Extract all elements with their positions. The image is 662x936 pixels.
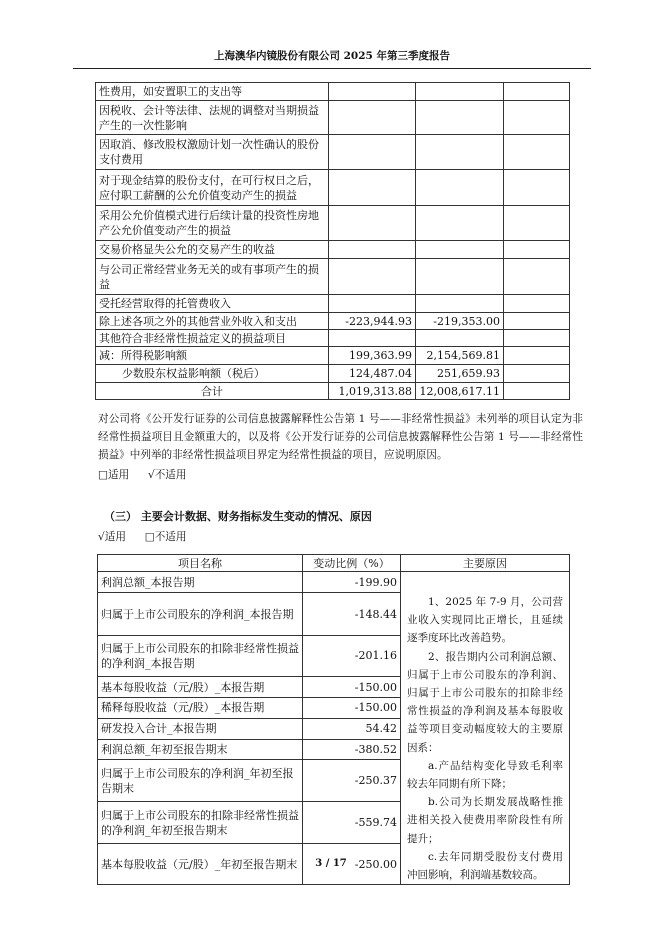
ytd-value	[416, 101, 504, 135]
ytd-value	[416, 170, 504, 206]
current-period-value	[329, 170, 416, 206]
page-header	[73, 48, 591, 69]
current-period-value: 199,363.99	[329, 347, 416, 365]
section-heading: （三） 主要会计数据、财务指标发生变动的情况、原因	[104, 510, 372, 523]
note-cell	[504, 241, 570, 259]
ytd-value	[416, 206, 504, 241]
item-name: 归属于上市公司股东的扣除非经常性损益的净利润_本报告期	[98, 635, 303, 676]
change-ratio: -201.16	[303, 635, 401, 676]
row-label: 少数股东权益影响额（税后）	[96, 365, 329, 383]
row-label: 对于现金结算的股份支付，在可行权日之后，应付职工薪酬的公允价值变动产生的损益	[96, 170, 329, 206]
change-ratio: -148.44	[303, 593, 401, 636]
note-cell	[504, 206, 570, 241]
main-reason-cell	[401, 572, 570, 885]
not-applicable-option: √不适用	[147, 469, 187, 481]
change-ratio: -150.00	[303, 677, 401, 698]
table-row	[96, 241, 570, 259]
current-period-value: 124,487.04	[329, 365, 416, 383]
current-period-value	[329, 259, 416, 295]
row-label: 其他符合非经常性损益定义的损益项目	[96, 330, 329, 347]
current-period-value: -223,944.93	[329, 313, 416, 330]
item-name: 稀释每股收益（元/股）_本报告期	[98, 698, 303, 718]
note-cell	[504, 83, 570, 101]
explanation-paragraph: 对公司将《公开发行证券的公司信息披露解释性公告第 1 号——非经常性损益》未列举的项目认定为非经常性损益项目且金额重大的，以及将《公开发行证券的公司信息披露解释性公告第 1 号——非经常性损益》中列举的非经常性损益项目界定为经常性损益的项目，应说明原因。	[98, 413, 583, 461]
item-name: 利润总额_本报告期	[98, 572, 303, 593]
reason-paragraph: b.公司为长期发展战略性推进相关投入使费用率阶段性有所提升；	[407, 796, 563, 845]
item-name: 利润总额_年初至报告期末	[98, 739, 303, 759]
applicability-check-2	[98, 529, 187, 544]
current-period-value: 1,019,313.88	[329, 383, 416, 400]
table-row	[96, 330, 570, 347]
ytd-value	[416, 135, 504, 170]
table-row	[96, 135, 570, 170]
page-number: 3 / 17	[315, 858, 347, 869]
note-cell	[504, 170, 570, 206]
change-ratio: -199.90	[303, 572, 401, 593]
current-period-value	[329, 83, 416, 101]
ytd-value	[416, 83, 504, 101]
ytd-value: -219,353.00	[416, 313, 504, 330]
reason-paragraph: 2、报告期内公司利润总额、归属于上市公司股东的净利润、归属于上市公司股东的扣除非经常性损益的净利润及基本每股收益等项目变动幅度较大的主要原因系：	[407, 650, 563, 754]
change-ratio: -250.37	[303, 759, 401, 802]
note-cell	[504, 259, 570, 295]
reason-paragraph: c.去年同期受股份支付费用冲回影响，利润端基数较高。	[407, 850, 563, 882]
item-name: 基本每股收益（元/股）_本报告期	[98, 677, 303, 698]
current-period-value	[329, 135, 416, 170]
current-period-value	[329, 206, 416, 241]
reason-paragraph: 1、2025 年 7-9 月，公司营业收入实现同比正增长，且延续逐季度环比改善趋势。	[407, 596, 563, 645]
row-label: 与公司正常经营业务无关的或有事项产生的损益	[96, 259, 329, 295]
total-label: 合计	[96, 383, 329, 400]
ytd-value: 251,659.93	[416, 365, 504, 383]
table-row	[98, 572, 570, 593]
changes-table	[97, 554, 570, 885]
note-cell	[504, 135, 570, 170]
item-name: 研发投入合计_本报告期	[98, 718, 303, 739]
table-row	[96, 347, 570, 365]
item-name: 归属于上市公司股东的扣除非经常性损益的净利润_年初至报告期末	[98, 802, 303, 843]
item-name: 基本每股收益（元/股）_年初至报告期末	[98, 843, 303, 884]
current-period-value	[329, 241, 416, 259]
reason-header: 主要原因	[401, 555, 570, 572]
current-period-value	[329, 330, 416, 347]
applicable-option: √适用	[98, 531, 126, 543]
header-row	[98, 555, 570, 572]
ytd-value	[416, 330, 504, 347]
note-cell	[504, 365, 570, 383]
applicable-option: □适用	[98, 469, 130, 481]
table-row	[96, 206, 570, 241]
table-row	[96, 101, 570, 135]
item-name: 归属于上市公司股东的净利润_年初至报告期末	[98, 759, 303, 802]
ytd-value	[416, 241, 504, 259]
note-cell	[504, 101, 570, 135]
applicability-check-1	[98, 467, 187, 482]
row-label: 采用公允价值模式进行后续计量的投资性房地产公允价值变动产生的损益	[96, 206, 329, 241]
current-period-value	[329, 295, 416, 313]
row-label: 性费用，如安置职工的支出等	[96, 83, 329, 101]
ratio-header: 变动比例（%）	[303, 555, 401, 572]
row-label: 减：所得税影响额	[96, 347, 329, 365]
note-cell	[504, 313, 570, 330]
note-cell	[504, 330, 570, 347]
ytd-value: 12,008,617.11	[416, 383, 504, 400]
table-row	[96, 83, 570, 101]
note-cell	[504, 383, 570, 400]
report-title: 上海澳华内镜股份有限公司 2025 年第三季度报告	[213, 50, 451, 62]
non-recurring-gains-table	[95, 82, 570, 400]
item-header: 项目名称	[98, 555, 303, 572]
table-row	[96, 170, 570, 206]
current-period-value	[329, 101, 416, 135]
change-ratio: -559.74	[303, 802, 401, 843]
table-row	[96, 295, 570, 313]
table-row	[96, 259, 570, 295]
ytd-value	[416, 259, 504, 295]
table-row	[96, 313, 570, 330]
table-row	[96, 383, 570, 400]
row-label: 除上述各项之外的其他营业外收入和支出	[96, 313, 329, 330]
ytd-value: 2,154,569.81	[416, 347, 504, 365]
ytd-value	[416, 295, 504, 313]
note-cell	[504, 295, 570, 313]
change-ratio: -150.00	[303, 698, 401, 718]
table-row	[96, 365, 570, 383]
change-ratio: -250.00	[303, 843, 401, 884]
note-cell	[504, 347, 570, 365]
change-ratio: 54.42	[303, 718, 401, 739]
reason-paragraph: a.产品结构变化导致毛利率较去年同期有所下降；	[407, 759, 563, 791]
item-name: 归属于上市公司股东的净利润_本报告期	[98, 593, 303, 636]
row-label: 交易价格显失公允的交易产生的收益	[96, 241, 329, 259]
not-applicable-option: □不适用	[144, 531, 187, 543]
row-label: 受托经营取得的托管费收入	[96, 295, 329, 313]
change-ratio: -380.52	[303, 739, 401, 759]
row-label: 因税收、会计等法律、法规的调整对当期损益产生的一次性影响	[96, 101, 329, 135]
row-label: 因取消、修改股权激励计划一次性确认的股份支付费用	[96, 135, 329, 170]
